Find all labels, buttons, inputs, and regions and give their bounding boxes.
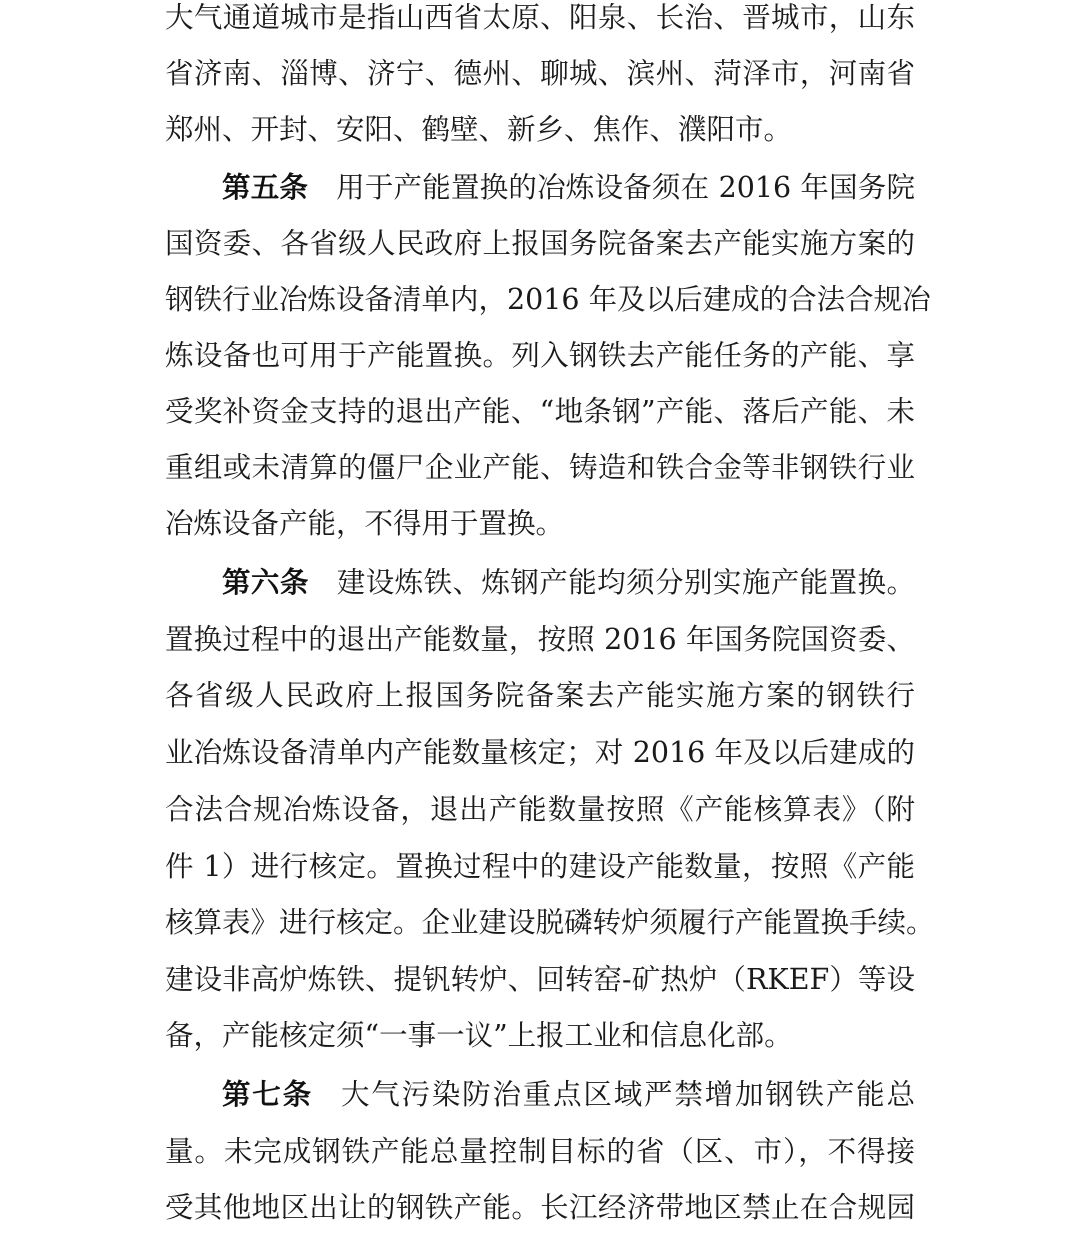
article-7-label: 第七条 [222, 1078, 313, 1111]
paragraph-line: 各省级人民政府上报国务院备案去产能实施方案的钢铁行 [165, 679, 915, 712]
article-5-text: 用于产能置换的冶炼设备须在 2016 年国务院 [336, 171, 915, 204]
paragraph-line: 业冶炼设备清单内产能数量核定；对 2016 年及以后建成的 [165, 736, 915, 769]
paragraph-line: 受其他地区出让的钢铁产能。长江经济带地区禁止在合规园 [165, 1191, 915, 1224]
paragraph-line: 核算表》进行核定。企业建设脱磷转炉须履行产能置换手续。 [165, 906, 935, 939]
article-7-first-line [222, 1067, 915, 1123]
article-6-label: 第六条 [222, 566, 309, 599]
paragraph-line: 炼设备也可用于产能置换。列入钢铁去产能任务的产能、享 [165, 339, 915, 372]
paragraph-line: 大气通道城市是指山西省太原、阳泉、长治、晋城市，山东 [165, 1, 915, 34]
paragraph-line: 省济南、淄博、济宁、德州、聊城、滨州、菏泽市，河南省 [165, 57, 915, 90]
article-7-text: 大气污染防治重点区域严禁增加钢铁产能总 [340, 1078, 915, 1111]
paragraph-line: 件 1）进行核定。置换过程中的建设产能数量，按照《产能 [165, 850, 915, 883]
paragraph-line: 置换过程中的退出产能数量，按照 2016 年国务院国资委、 [165, 623, 915, 656]
paragraph-line: 国资委、各省级人民政府上报国务院备案去产能实施方案的 [165, 227, 915, 260]
article-6-first-line [222, 555, 915, 611]
paragraph-line: 钢铁行业冶炼设备清单内，2016 年及以后建成的合法合规冶 [165, 283, 931, 316]
paragraph-line: 合法合规冶炼设备，退出产能数量按照《产能核算表》（附 [165, 793, 915, 826]
article-5-first-line [222, 160, 915, 216]
paragraph-line: 备，产能核定须“一事一议”上报工业和信息化部。 [165, 1019, 793, 1052]
article-5-label: 第五条 [222, 171, 309, 204]
article-6-text: 建设炼铁、炼钢产能均须分别实施产能置换。 [336, 566, 915, 599]
paragraph-line: 量。未完成钢铁产能总量控制目标的省（区、市），不得接 [165, 1135, 915, 1168]
paragraph-line: 受奖补资金支持的退出产能、“地条钢”产能、落后产能、未 [165, 395, 915, 428]
paragraph-line: 冶炼设备产能，不得用于置换。 [165, 507, 565, 540]
paragraph-line: 郑州、开封、安阳、鹤壁、新乡、焦作、濮阳市。 [165, 113, 793, 146]
paragraph-line: 重组或未清算的僵尸企业产能、铸造和铁合金等非钢铁行业 [165, 451, 915, 484]
paragraph-line: 建设非高炉炼铁、提钒转炉、回转窑-矿热炉（RKEF）等设 [165, 963, 915, 996]
